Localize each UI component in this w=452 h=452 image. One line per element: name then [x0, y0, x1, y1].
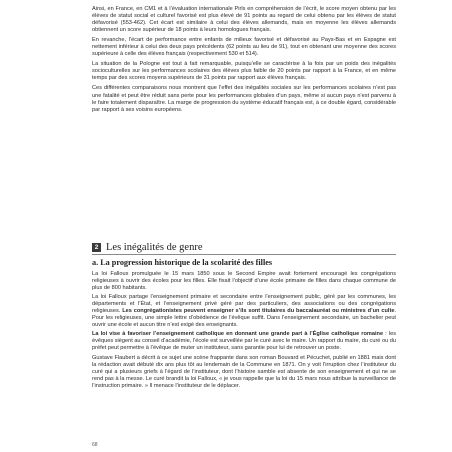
- section-title: Les inégalités de genre: [106, 242, 203, 253]
- body-text-bottom: [92, 271, 396, 390]
- section-heading: [92, 241, 203, 254]
- bold-text: Les congrégationistes peuvent enseigner s’ils sont titulaires du baccalauréat ou ministres d’un culte: [122, 308, 395, 315]
- paragraph: [92, 355, 396, 390]
- subsection-title: a. La progression historique de la scolarité des filles: [92, 258, 273, 267]
- text-run: La loi Falloux partage l’enseignement primaire et secondaire entre l’enseignement public, géré par les communes, les départements et l’État, et l’enseignement privé géré par des particuliers, des associations ou des congrégations religieuses.: [92, 294, 396, 315]
- text-run: La loi Falloux promulguée le 15 mars 1850 sous le Second Empire avait fortement encouragé les congrégations religieuses à ouvrir des écoles pour les filles. Elle fixait l’objectif d’une école primaire de filles dans chaque commune de plus de 800 habitants.: [92, 271, 396, 292]
- page-number: 68: [92, 442, 98, 448]
- paragraph: La situation de la Pologne est tout à fait remarquable, puisqu’elle se caractérise à la fois par un poids des inégalités socioculturelles sur les performances scolaires des élèves plus faible de 20 points par rapport à la France, et en même temps par des scores moyens supérieurs de 31 points par rapport aux élèves français.: [92, 61, 396, 82]
- text-run: . Pour les religieuses, une simple lettre d’obédience de l’évêque suffit. Dans l’enseignement secondaire, un bachelier peut ouvrir une école et aucun titre n’est exigé des enseignants.: [92, 308, 396, 329]
- paragraph: [92, 294, 396, 329]
- paragraph: Ces différentes comparaisons nous montrent que l’effet des inégalités sociales sur les performances scolaires n’est pas une fatalité et peut être réduit sans perte pour les performances globales d’un pays, même si aucun pays n’est parvenu à le faire totalement disparaître. La marge de progression du système éducatif français est, à ce double égard, considérable par rapport à ses voisins européens.: [92, 85, 396, 113]
- section-number-badge: 2: [92, 243, 101, 252]
- text-run: Gustave Flaubert a décrit à ce sujet une scène frappante dans son roman Bouvard et Pécuchet, publié en 1881 mais dont la rédaction avait débuté dix ans plus tôt au lendemain de la Commune en 1871. On y voit l’irruption chez l’instituteur du curé qui a plusieurs griefs à l’égard de l’instituteur, dont l’histoire samble est absente de son enseignement et qui ne se rend pas à la messe. Le curé brandit la loi Falloux, « je vous rappelle que la loi du 15 mars nous attribue la surveillance de l’instruction primaire. » Il menace l’instituteur de le déplacer.: [92, 354, 396, 389]
- body-text-top: [92, 6, 396, 114]
- section-divider: [92, 254, 396, 255]
- paragraph: En revanche, l’écart de performance entre enfants de milieux favorisé et défavorisé au Pays-Bas et en Espagne est nettement inférieur à celui des deux pays précédents (62 points au lieu de 91), tout en obtenant une moyenne des scores supérieure à celle des élèves français (respectivement 530 et 514).: [92, 37, 396, 58]
- paragraph: [92, 331, 396, 352]
- paragraph: [92, 271, 396, 292]
- paragraph: Ainsi, en France, en CM1 et à l’évaluation internationale Pirls en compréhension de l’écrit, le score moyen obtenu par les élèves de statut social et culturel favorisé est plus élevé de 91 points au regard de celui obtenu par les élèves de statut défavorisé (553-462). Cet écart est similaire à celui des élèves allemands, mais en moyenne les élèves allemands obtiennent un score supérieur de 18 points à leurs homologues français.: [92, 6, 396, 34]
- text-run: : les évêques siègent au conseil d’académie, l’école est surveillée par le curé avec le maire. Un rapport du maire, du curé ou du préfet peut permettre à l’évêque de muter un instituteur, sans garantie pour lui de retrouver un poste.: [92, 331, 396, 352]
- bold-text: La loi vise à favoriser l’enseignement catholique en donnant une grande part à l’Église catholique romaine: [92, 331, 384, 338]
